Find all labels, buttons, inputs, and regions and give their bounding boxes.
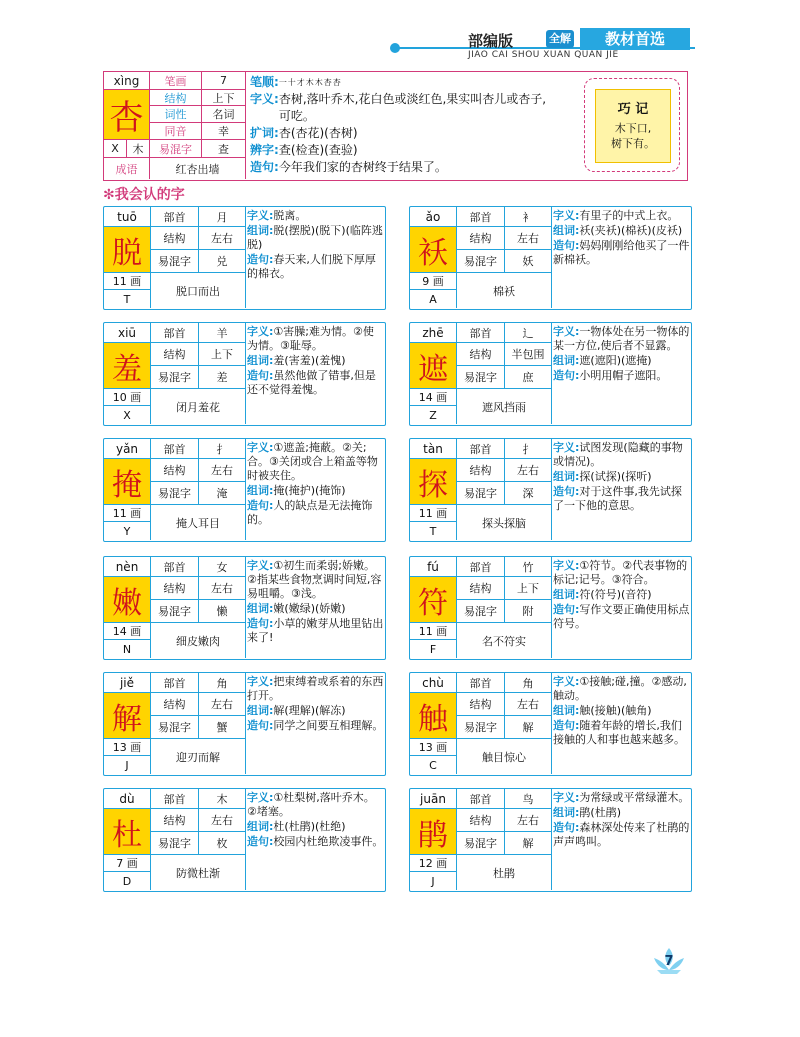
card-radical: 角 xyxy=(505,673,552,693)
top-homophone: 幸 xyxy=(202,123,246,140)
card-pinyin: dù xyxy=(104,789,151,809)
card-meaning: ①遮盖;掩蔽。②关;合。③关闭或合上箱盖等物时被夹住。 xyxy=(247,441,378,482)
card-radical: 木 xyxy=(199,789,246,809)
card-words: 解(理解)(解冻) xyxy=(273,704,346,717)
character-card-grid xyxy=(104,439,246,540)
card-confusable: 兑 xyxy=(199,250,246,273)
character-card-grid xyxy=(410,557,552,658)
card-structure: 左右 xyxy=(505,459,552,482)
card-words-label: 组词: xyxy=(553,704,580,717)
card-details xyxy=(247,559,384,646)
character-card-grid xyxy=(410,673,552,774)
card-sentence-label: 造句: xyxy=(247,719,274,732)
card-meaning-label: 字义: xyxy=(553,209,580,222)
card-sentence: 森林深处传来了杜鹃的声声鸣叫。 xyxy=(553,821,690,848)
card-sentence: 随着年龄的增长,我们接触的人和事也越来越多。 xyxy=(553,719,685,746)
card-confusable-label: 易混字 xyxy=(457,832,505,855)
card-structure: 左右 xyxy=(199,577,246,600)
card-confusable-label: 易混字 xyxy=(457,366,505,389)
card-confusable-label: 易混字 xyxy=(457,250,505,273)
card-confusable: 蟹 xyxy=(199,716,246,739)
card-pinyin: nèn xyxy=(104,557,151,577)
card-radical-label: 部首 xyxy=(151,789,199,809)
card-index-letter: Z xyxy=(410,406,457,424)
card-sentence-label: 造句: xyxy=(247,369,274,382)
card-words-label: 组词: xyxy=(247,820,274,833)
stroke-order-label: 笔顺: xyxy=(250,75,279,89)
card-pinyin: jiě xyxy=(104,673,151,693)
card-character: 掩 xyxy=(104,459,151,505)
card-radical-label: 部首 xyxy=(151,207,199,227)
card-words-label: 组词: xyxy=(247,602,274,615)
memory-tip-inner xyxy=(595,89,671,163)
card-sentence: 小草的嫩芽从地里钻出来了! xyxy=(247,617,384,644)
card-idiom: 细皮嫩肉 xyxy=(151,623,246,658)
card-index-letter: J xyxy=(410,872,457,890)
card-structure: 左右 xyxy=(199,227,246,250)
card-radical-label: 部首 xyxy=(151,673,199,693)
card-words: 羞(害羞)(羞愧) xyxy=(273,354,346,367)
card-words-label: 组词: xyxy=(553,224,580,237)
card-structure-label: 结构 xyxy=(151,459,199,482)
top-strokes: 7 xyxy=(202,72,246,90)
card-pinyin: juān xyxy=(410,789,457,809)
character-card xyxy=(103,206,386,310)
card-sentence-label: 造句: xyxy=(553,821,580,834)
card-sentence: 虽然他做了错事,但是还不觉得羞愧。 xyxy=(247,369,376,396)
card-sentence-label: 造句: xyxy=(553,485,580,498)
top-confusable: 查 xyxy=(202,140,246,158)
card-index-letter: Y xyxy=(104,522,151,540)
card-structure: 左右 xyxy=(199,693,246,716)
card-confusable: 懒 xyxy=(199,600,246,623)
card-radical: 竹 xyxy=(505,557,552,577)
card-character: 遮 xyxy=(410,343,457,389)
card-radical-label: 部首 xyxy=(151,557,199,577)
card-strokes: 13 画 xyxy=(410,739,457,756)
character-card xyxy=(103,672,386,776)
card-radical: 扌 xyxy=(199,439,246,459)
card-words-label: 组词: xyxy=(553,806,580,819)
character-card xyxy=(103,438,386,542)
card-radical: 衤 xyxy=(505,207,552,227)
card-idiom: 脱口而出 xyxy=(151,273,246,308)
card-meaning-label: 字义: xyxy=(247,559,274,572)
card-sentence: 妈妈刚刚给他买了一件新棉袄。 xyxy=(553,239,690,266)
card-strokes: 9 画 xyxy=(410,273,457,290)
card-meaning: 把束缚着或系着的东西打开。 xyxy=(247,675,384,702)
card-words: 鹃(杜鹃) xyxy=(579,806,621,819)
card-index-letter: D xyxy=(104,872,151,890)
card-structure-label: 结构 xyxy=(151,227,199,250)
top-radical: 木 xyxy=(127,140,150,158)
card-confusable: 解 xyxy=(505,716,552,739)
card-confusable-label: 易混字 xyxy=(151,482,199,505)
card-sentence-label: 造句: xyxy=(553,369,580,382)
card-idiom: 掩人耳目 xyxy=(151,505,246,540)
card-structure-label: 结构 xyxy=(151,577,199,600)
page-number: 7 xyxy=(664,954,674,969)
card-radical: 月 xyxy=(199,207,246,227)
card-meaning: 为常绿或平常绿灌木。 xyxy=(579,791,690,804)
card-index-letter: N xyxy=(104,640,151,658)
card-sentence-label: 造句: xyxy=(247,617,274,630)
card-character: 嫩 xyxy=(104,577,151,623)
character-card-grid xyxy=(104,673,246,774)
character-card-grid xyxy=(104,323,246,424)
top-pos: 名词 xyxy=(202,106,246,123)
card-radical-label: 部首 xyxy=(457,439,505,459)
card-radical: 角 xyxy=(199,673,246,693)
top-idiom: 红杏出墙 xyxy=(150,158,246,179)
card-structure-label: 结构 xyxy=(457,809,505,832)
card-meaning: ①符节。②代表事物的标记;记号。③符合。 xyxy=(553,559,688,586)
card-details xyxy=(553,675,690,748)
card-index-letter: X xyxy=(104,406,151,424)
card-meaning: 试图发现(隐藏的事物或情况)。 xyxy=(553,441,683,468)
card-strokes: 11 画 xyxy=(410,623,457,640)
top-pos-label: 词性 xyxy=(150,106,202,123)
card-index-letter: A xyxy=(410,290,457,308)
card-radical-label: 部首 xyxy=(457,557,505,577)
card-meaning: 有里子的中式上衣。 xyxy=(579,209,679,222)
card-character: 符 xyxy=(410,577,457,623)
card-words-label: 组词: xyxy=(553,470,580,483)
top-strokes-label: 笔画 xyxy=(150,72,202,90)
card-meaning: ①害臊;难为情。②使为情。③耻辱。 xyxy=(247,325,374,352)
card-idiom: 棉袄 xyxy=(457,273,552,308)
card-radical-label: 部首 xyxy=(151,323,199,343)
card-idiom: 探头探脑 xyxy=(457,505,552,540)
card-strokes: 10 画 xyxy=(104,389,151,406)
top-entry-details xyxy=(250,74,550,176)
stroke-order: 一十才木木杏杏 xyxy=(278,78,342,87)
card-character: 脱 xyxy=(104,227,151,273)
card-radical-label: 部首 xyxy=(151,439,199,459)
card-radical: 辶 xyxy=(505,323,552,343)
card-structure-label: 结构 xyxy=(151,693,199,716)
card-idiom: 触目惊心 xyxy=(457,739,552,774)
card-character: 鹃 xyxy=(410,809,457,855)
card-structure: 左右 xyxy=(505,693,552,716)
card-details xyxy=(247,791,384,850)
card-idiom: 防微杜渐 xyxy=(151,855,246,890)
sentence-label: 造句: xyxy=(250,160,279,174)
card-character: 袄 xyxy=(410,227,457,273)
card-index-letter: C xyxy=(410,756,457,774)
character-card xyxy=(409,672,692,776)
top-idiom-label: 成语 xyxy=(104,158,150,179)
card-meaning-label: 字义: xyxy=(553,675,580,688)
card-meaning: 一物体处在另一物体的某一方位,使后者不显露。 xyxy=(553,325,690,352)
top-entry-card xyxy=(103,71,688,181)
card-meaning: ①接触;碰,撞。②感动,触动。 xyxy=(553,675,687,702)
card-words: 符(符号)(音符) xyxy=(579,588,652,601)
page-number-badge xyxy=(651,946,687,976)
card-sentence: 小明用帽子遮阳。 xyxy=(579,369,668,382)
character-card-grid xyxy=(410,207,552,308)
character-card xyxy=(103,556,386,660)
character-card xyxy=(409,556,692,660)
card-confusable-label: 易混字 xyxy=(457,482,505,505)
card-meaning-label: 字义: xyxy=(553,559,580,572)
card-strokes: 7 画 xyxy=(104,855,151,872)
card-words-label: 组词: xyxy=(247,484,274,497)
card-character: 杜 xyxy=(104,809,151,855)
section-title: ✻我会认的字 xyxy=(103,187,185,203)
card-words: 掩(掩护)(掩饰) xyxy=(273,484,346,497)
card-index-letter: J xyxy=(104,756,151,774)
card-radical-label: 部首 xyxy=(457,673,505,693)
character-card-grid xyxy=(410,323,552,424)
card-pinyin: xiū xyxy=(104,323,151,343)
character-card-grid xyxy=(104,557,246,658)
card-structure: 左右 xyxy=(199,809,246,832)
card-structure: 上下 xyxy=(505,577,552,600)
card-strokes: 11 画 xyxy=(104,505,151,522)
card-radical: 羊 xyxy=(199,323,246,343)
header-edition: 部编版 xyxy=(468,32,514,50)
memory-tip-line1: 木下口, xyxy=(614,122,652,135)
card-structure-label: 结构 xyxy=(457,459,505,482)
distinguish-label: 辨字: xyxy=(250,143,279,157)
card-structure-label: 结构 xyxy=(151,809,199,832)
card-details xyxy=(247,675,384,734)
card-meaning-label: 字义: xyxy=(247,791,274,804)
sentence-text: 今年我们家的杏树终于结果了。 xyxy=(278,160,447,174)
card-sentence-label: 造句: xyxy=(247,835,274,848)
card-confusable-label: 易混字 xyxy=(151,600,199,623)
card-sentence: 人的缺点是无法掩饰的。 xyxy=(247,499,373,526)
character-card xyxy=(409,322,692,426)
card-structure: 左右 xyxy=(505,227,552,250)
card-meaning-label: 字义: xyxy=(247,675,274,688)
top-entry-grid xyxy=(104,72,246,179)
card-confusable: 庶 xyxy=(505,366,552,389)
card-sentence: 校园内杜绝欺凌事件。 xyxy=(273,835,384,848)
distinguish-text: 查(检查)(查验) xyxy=(278,143,358,157)
card-index-letter: F xyxy=(410,640,457,658)
card-details xyxy=(553,441,690,514)
card-structure-label: 结构 xyxy=(457,693,505,716)
card-pinyin: ǎo xyxy=(410,207,457,227)
card-meaning: ①初生而柔弱;娇嫩。②指某些食物烹调时间短,容易咀嚼。③浅。 xyxy=(247,559,382,600)
card-words: 触(接触)(触角) xyxy=(579,704,652,717)
character-card-grid xyxy=(104,207,246,308)
character-card-grid xyxy=(410,789,552,890)
card-character: 解 xyxy=(104,693,151,739)
card-confusable-label: 易混字 xyxy=(151,250,199,273)
card-words: 遮(遮阳)(遮掩) xyxy=(579,354,652,367)
card-meaning-label: 字义: xyxy=(553,791,580,804)
card-confusable: 枚 xyxy=(199,832,246,855)
card-structure: 半包围 xyxy=(505,343,552,366)
card-details xyxy=(553,559,690,632)
card-pinyin: chù xyxy=(410,673,457,693)
card-radical: 女 xyxy=(199,557,246,577)
card-meaning-label: 字义: xyxy=(553,441,580,454)
memory-tip-line2: 树下有。 xyxy=(611,137,655,150)
card-radical-label: 部首 xyxy=(457,207,505,227)
card-strokes: 14 画 xyxy=(104,623,151,640)
character-card-grid xyxy=(410,439,552,540)
card-confusable: 附 xyxy=(505,600,552,623)
card-confusable: 淹 xyxy=(199,482,246,505)
card-structure-label: 结构 xyxy=(457,227,505,250)
card-meaning-label: 字义: xyxy=(553,325,580,338)
card-index-letter: T xyxy=(410,522,457,540)
card-radical-label: 部首 xyxy=(457,323,505,343)
card-character: 羞 xyxy=(104,343,151,389)
card-details xyxy=(553,325,690,384)
card-meaning: ①杜梨树,落叶乔木。②堵塞。 xyxy=(247,791,375,818)
card-strokes: 13 画 xyxy=(104,739,151,756)
card-words-label: 组词: xyxy=(247,224,274,237)
memory-tip-title: 巧 记 xyxy=(617,102,649,117)
card-meaning-label: 字义: xyxy=(247,441,274,454)
card-meaning-label: 字义: xyxy=(247,325,274,338)
memory-tip-box xyxy=(584,78,680,172)
card-words-label: 组词: xyxy=(247,354,274,367)
card-structure: 左右 xyxy=(199,459,246,482)
card-sentence-label: 造句: xyxy=(553,239,580,252)
expand-label: 扩词: xyxy=(250,126,279,140)
card-character: 触 xyxy=(410,693,457,739)
meaning-text: 杏树,落叶乔木,花白色或淡红色,果实叫杏儿或杏子,可吃。 xyxy=(278,92,547,123)
character-card xyxy=(103,788,386,892)
card-sentence: 同学之间要互相理解。 xyxy=(273,719,384,732)
card-confusable-label: 易混字 xyxy=(151,832,199,855)
card-sentence-label: 造句: xyxy=(553,603,580,616)
card-radical: 鸟 xyxy=(505,789,552,809)
card-confusable-label: 易混字 xyxy=(457,600,505,623)
card-pinyin: yǎn xyxy=(104,439,151,459)
card-radical-label: 部首 xyxy=(457,789,505,809)
card-structure-label: 结构 xyxy=(457,577,505,600)
card-confusable-label: 易混字 xyxy=(151,716,199,739)
card-structure-label: 结构 xyxy=(151,343,199,366)
top-index-letter: X xyxy=(104,140,127,158)
card-words: 探(试探)(探听) xyxy=(579,470,652,483)
card-sentence-label: 造句: xyxy=(553,719,580,732)
card-sentence: 对于这件事,我先试探了一下他的意思。 xyxy=(553,485,682,512)
card-pinyin: zhē xyxy=(410,323,457,343)
expand-text: 杏(杏花)(杏树) xyxy=(278,126,358,140)
header-badge: 全解 xyxy=(546,30,574,48)
header-pinyin: JIAO CAI SHOU XUAN QUAN JIE xyxy=(468,50,619,60)
card-meaning-label: 字义: xyxy=(247,209,274,222)
card-strokes: 11 画 xyxy=(410,505,457,522)
card-sentence-label: 造句: xyxy=(247,499,274,512)
card-idiom: 名不符实 xyxy=(457,623,552,658)
card-confusable-label: 易混字 xyxy=(151,366,199,389)
card-idiom: 杜鹃 xyxy=(457,855,552,890)
character-card xyxy=(409,438,692,542)
card-strokes: 14 画 xyxy=(410,389,457,406)
card-structure: 左右 xyxy=(505,809,552,832)
card-confusable: 差 xyxy=(199,366,246,389)
character-card xyxy=(409,206,692,310)
card-sentence: 写作文要正确使用标点符号。 xyxy=(553,603,690,630)
card-radical: 扌 xyxy=(505,439,552,459)
top-structure-label: 结构 xyxy=(150,90,202,106)
card-words-label: 组词: xyxy=(553,588,580,601)
card-words: 杜(杜鹃)(杜绝) xyxy=(273,820,346,833)
card-confusable: 深 xyxy=(505,482,552,505)
card-words: 脱(摆脱)(脱下)(临阵逃脱) xyxy=(247,224,383,251)
card-pinyin: fú xyxy=(410,557,457,577)
card-details xyxy=(247,325,384,398)
card-confusable: 妖 xyxy=(505,250,552,273)
top-char: 杏 xyxy=(104,90,150,140)
card-idiom: 遮风挡雨 xyxy=(457,389,552,424)
meaning-label: 字义: xyxy=(250,92,279,106)
top-homophone-label: 同音 xyxy=(150,123,202,140)
card-details xyxy=(247,441,384,528)
card-words-label: 组词: xyxy=(247,704,274,717)
character-card xyxy=(409,788,692,892)
card-character: 探 xyxy=(410,459,457,505)
top-structure: 上下 xyxy=(202,90,246,106)
card-details xyxy=(553,209,690,268)
card-details xyxy=(247,209,384,282)
character-card-grid xyxy=(104,789,246,890)
card-strokes: 11 画 xyxy=(104,273,151,290)
card-confusable: 解 xyxy=(505,832,552,855)
card-meaning: 脱离。 xyxy=(273,209,307,222)
header-brand: 教材首选 xyxy=(580,28,690,50)
character-card xyxy=(103,322,386,426)
card-idiom: 迎刃而解 xyxy=(151,739,246,774)
card-structure: 上下 xyxy=(199,343,246,366)
card-details xyxy=(553,791,690,850)
card-words: 袄(夹袄)(棉袄)(皮袄) xyxy=(579,224,683,237)
card-strokes: 12 画 xyxy=(410,855,457,872)
top-pinyin: xìng xyxy=(104,72,150,90)
top-confusable-label: 易混字 xyxy=(150,140,202,158)
card-index-letter: T xyxy=(104,290,151,308)
card-sentence: 春天来,人们脱下厚厚的棉衣。 xyxy=(247,253,376,280)
card-words: 嫩(嫩绿)(娇嫩) xyxy=(273,602,346,615)
card-structure-label: 结构 xyxy=(457,343,505,366)
card-pinyin: tàn xyxy=(410,439,457,459)
card-idiom: 闭月羞花 xyxy=(151,389,246,424)
card-words-label: 组词: xyxy=(553,354,580,367)
card-confusable-label: 易混字 xyxy=(457,716,505,739)
card-sentence-label: 造句: xyxy=(247,253,274,266)
card-pinyin: tuō xyxy=(104,207,151,227)
